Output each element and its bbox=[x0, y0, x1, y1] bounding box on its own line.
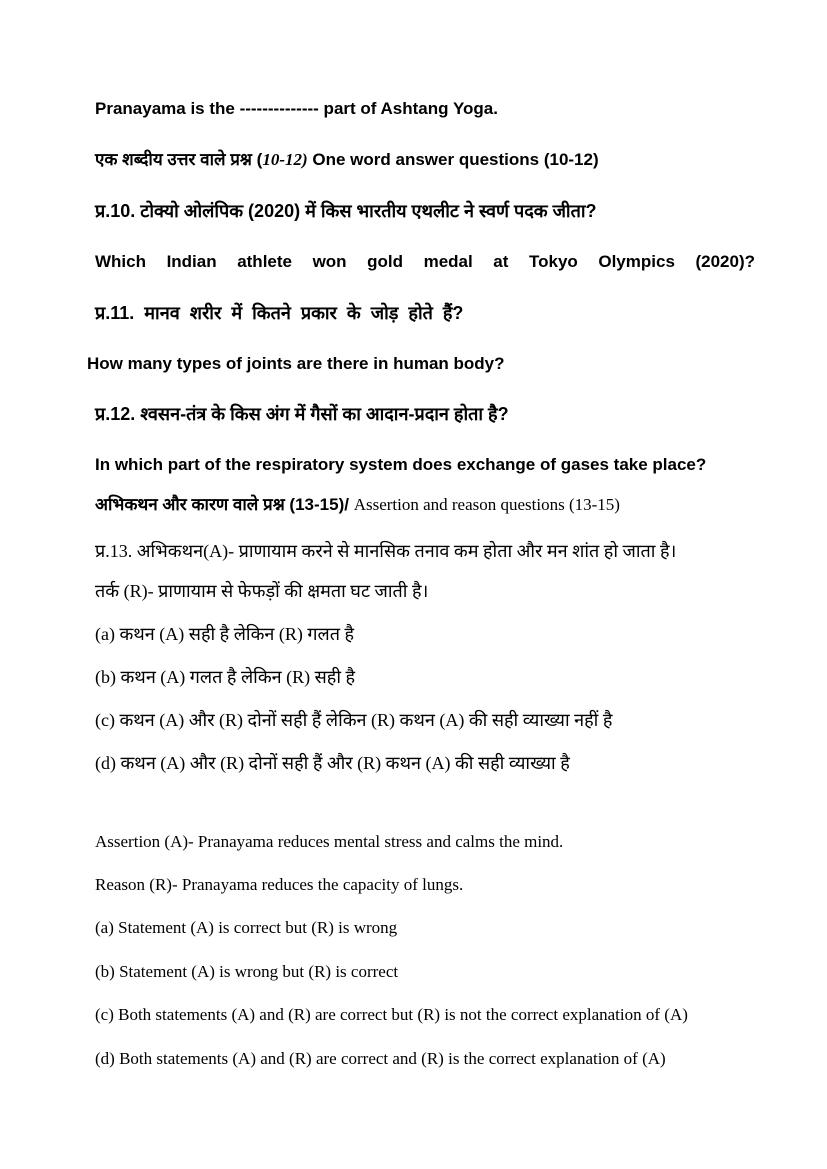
question-11-hindi: प्र.11. मानव शरीर में कितने प्रकार के जोड़ होते हैं? bbox=[95, 302, 464, 323]
assertion-reason-heading bbox=[95, 492, 755, 518]
option-c-hindi: (c) कथन (A) और (R) दोनों सही हैं लेकिन (R) कथन (A) की सही व्याख्या नहीं है bbox=[95, 709, 613, 730]
option-a-hindi: (a) कथन (A) सही है लेकिन (R) गलत है bbox=[95, 623, 355, 644]
one-word-heading-english: One word answer questions (10-12) bbox=[307, 149, 599, 169]
one-word-heading-range: 10-12) bbox=[262, 149, 308, 169]
option-a-english: (a) Statement (A) is correct but (R) is wrong bbox=[95, 918, 398, 938]
question-12-hindi: प्र.12. श्वसन-तंत्र के किस अंग में गैसों का आदान-प्रदान होता है? bbox=[95, 404, 509, 424]
option-b-english: (b) Statement (A) is wrong but (R) is correct bbox=[95, 961, 399, 981]
option-d-hindi: (d) कथन (A) और (R) दोनों सही हैं और (R) कथन (A) की सही व्याख्या है bbox=[95, 752, 570, 773]
question-13-reason-hindi: तर्क (R)- प्राणायाम से फेफड़ों की क्षमता घट जाती है। bbox=[95, 580, 429, 601]
assertion-heading-hindi: अभिकथन और कारण वाले प्रश्न (13-15)/ bbox=[95, 494, 354, 514]
question-12-english: In which part of the respiratory system does exchange of gases take place? bbox=[95, 455, 707, 474]
question-11-english: How many types of joints are there in human body? bbox=[87, 353, 505, 373]
question-13-reason-english: Reason (R)- Pranayama reduces the capacity of lungs. bbox=[95, 875, 464, 895]
one-word-heading-hindi: एक शब्दीय उत्तर वाले प्रश्न ( bbox=[95, 149, 263, 169]
option-d-english: (d) Both statements (A) and (R) are correct and (R) is the correct explanation of (A) bbox=[95, 1048, 666, 1068]
question-10-hindi: प्र.10. टोक्यो ओलंपिक (2020) में किस भारतीय एथलीट ने स्वर्ण पदक जीता? bbox=[95, 201, 597, 221]
option-c-english: (c) Both statements (A) and (R) are correct but (R) is not the correct explanation of (A) bbox=[95, 1005, 688, 1025]
question-10-english: Which Indian athlete won gold medal at Tokyo Olympics (2020)? bbox=[95, 252, 755, 271]
assertion-heading-english: Assertion and reason questions (13-15) bbox=[353, 494, 620, 514]
question-13-assertion-hindi: प्र.13. अभिकथन(A)- प्राणायाम करने से मानसिक तनाव कम होता और मन शांत हो जाता है। bbox=[95, 541, 677, 561]
option-b-hindi: (b) कथन (A) गलत है लेकिन (R) सही है bbox=[95, 666, 356, 687]
question-13-assertion-english: Assertion (A)- Pranayama reduces mental stress and calms the mind. bbox=[95, 831, 564, 851]
fill-blank-line: Pranayama is the -------------- part of Ashtang Yoga. bbox=[95, 99, 498, 118]
one-word-questions-heading bbox=[95, 147, 755, 173]
